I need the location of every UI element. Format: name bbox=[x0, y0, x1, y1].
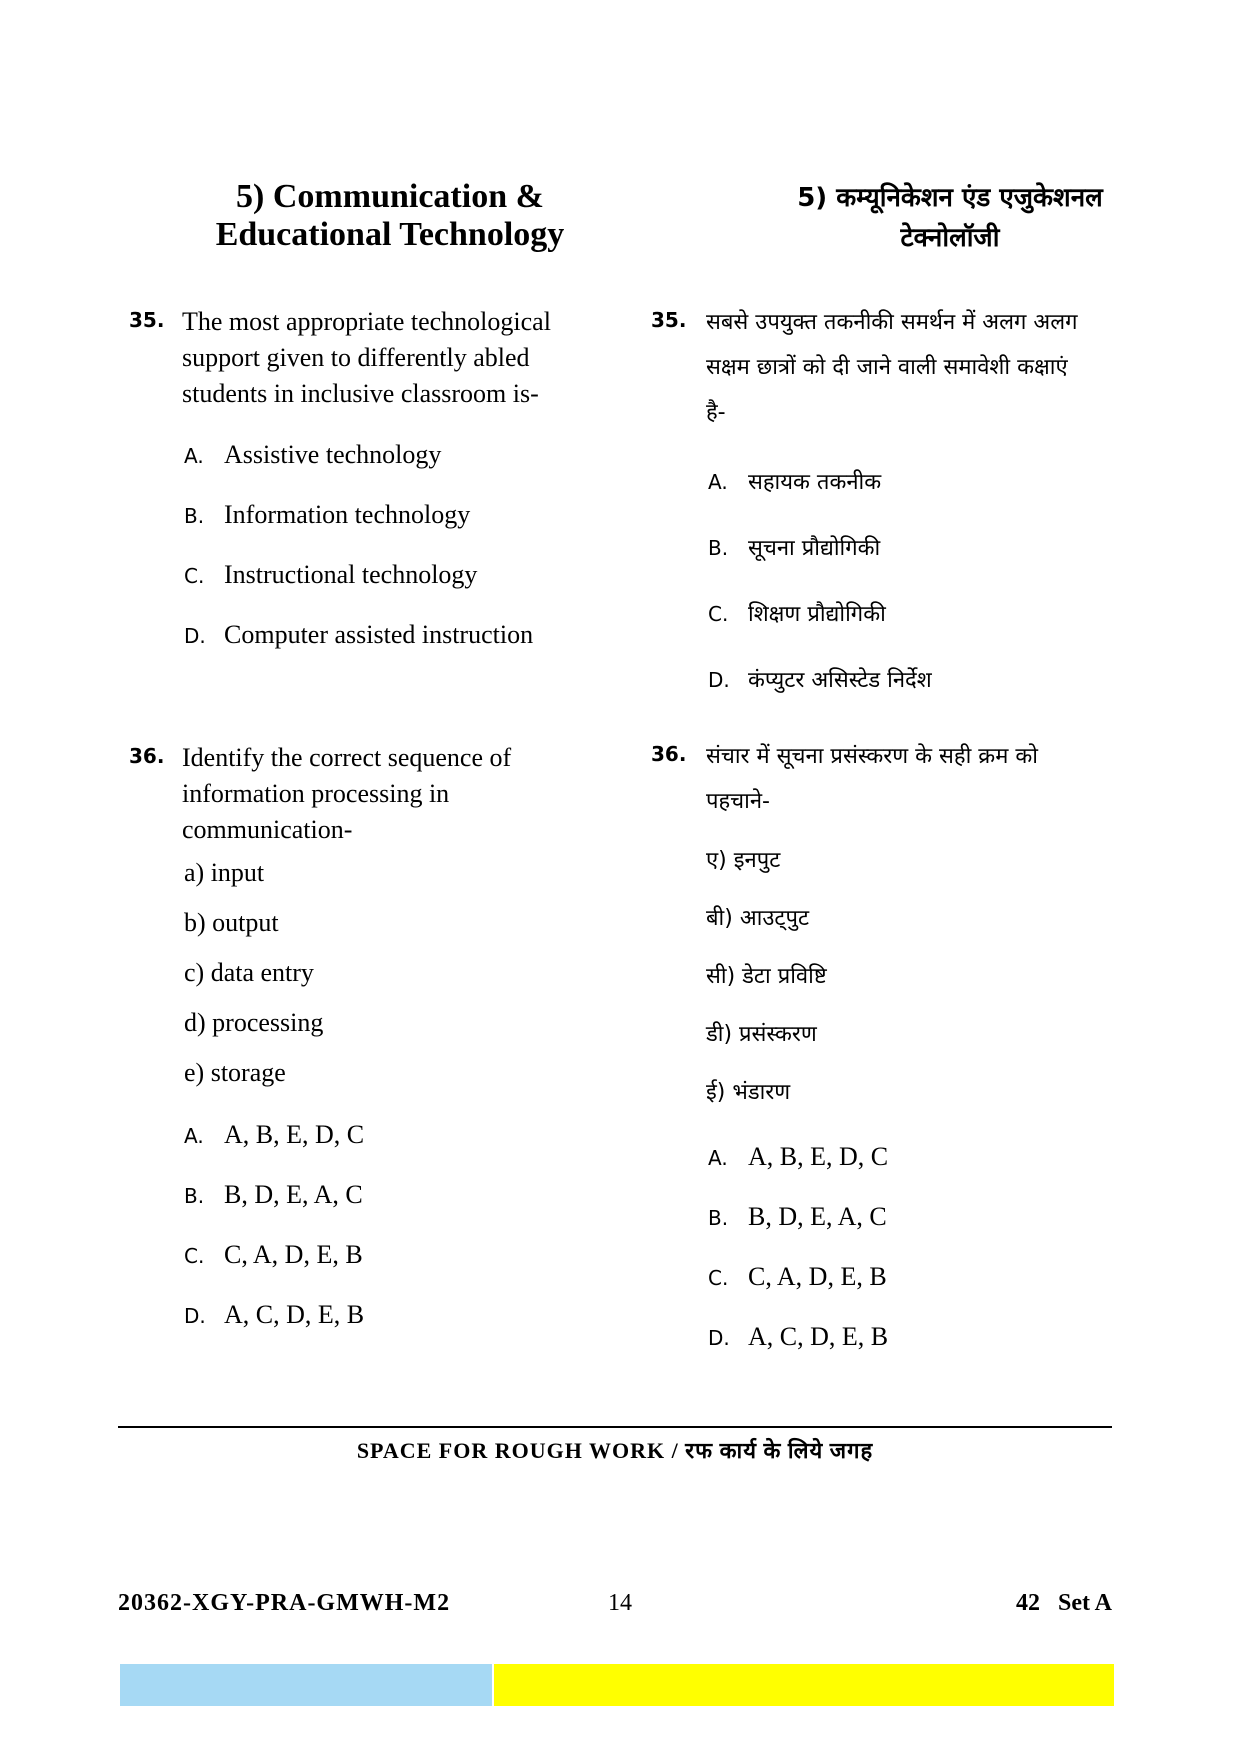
q36-text-hi bbox=[706, 734, 1038, 824]
footer-color-bar-yellow bbox=[494, 1664, 1114, 1706]
page-number: 14 bbox=[608, 1590, 632, 1616]
option-text: Instructional technology bbox=[224, 560, 478, 589]
option-letter: B. bbox=[708, 1206, 729, 1230]
q36-option-c-en[interactable] bbox=[184, 1240, 363, 1270]
option-letter: D. bbox=[708, 668, 730, 692]
option-letter: B. bbox=[708, 536, 729, 560]
option-text: C, A, D, E, B bbox=[748, 1262, 887, 1291]
q36-option-a-hi[interactable] bbox=[708, 1142, 888, 1172]
q36-item-hi: ई) भंडारण bbox=[706, 1080, 791, 1105]
option-text: सहायक तकनीक bbox=[748, 470, 882, 495]
option-letter: D. bbox=[184, 624, 206, 648]
q36-option-a-en[interactable] bbox=[184, 1120, 364, 1150]
section-title-hi bbox=[700, 178, 1200, 258]
q35-option-b-hi[interactable] bbox=[708, 532, 880, 562]
q35-option-d-en[interactable] bbox=[184, 620, 533, 650]
q36-item-en: a) input bbox=[184, 858, 265, 887]
option-text: Computer assisted instruction bbox=[224, 620, 534, 649]
q35-number-hi: 35. bbox=[651, 308, 687, 332]
q35-hi-line: सबसे उपयुक्त तकनीकी समर्थन में अलग अलग bbox=[706, 310, 1078, 335]
q36-item-en: e) storage bbox=[184, 1058, 286, 1087]
option-letter: C. bbox=[708, 1266, 729, 1290]
option-text: B, D, E, A, C bbox=[224, 1180, 363, 1209]
q35-option-a-en[interactable] bbox=[184, 440, 441, 470]
q35-hi-line: है- bbox=[706, 400, 726, 425]
q35-text-hi bbox=[706, 300, 1078, 435]
q35-option-c-hi[interactable] bbox=[708, 598, 886, 628]
q36-item-en: c) data entry bbox=[184, 958, 314, 987]
option-letter: D. bbox=[184, 1304, 206, 1328]
q35-option-c-en[interactable] bbox=[184, 560, 477, 590]
option-letter: A. bbox=[184, 1124, 204, 1148]
option-text: Assistive technology bbox=[224, 440, 442, 469]
section-title-en bbox=[140, 178, 640, 254]
option-letter: A. bbox=[708, 470, 728, 494]
q35-number-en: 35. bbox=[129, 308, 165, 332]
option-text: Information technology bbox=[224, 500, 471, 529]
option-text: B, D, E, A, C bbox=[748, 1202, 887, 1231]
q36-option-d-en[interactable] bbox=[184, 1300, 364, 1330]
q36-option-b-en[interactable] bbox=[184, 1180, 363, 1210]
set-label: 42 Set A bbox=[1016, 1590, 1112, 1616]
section-title-en-line2: Educational Technology bbox=[215, 216, 565, 253]
q35-hi-line: सक्षम छात्रों को दी जाने वाली समावेशी कक्षाएं bbox=[706, 355, 1068, 380]
section-title-hi-line1: 5) कम्यूनिकेशन एंड एजुकेशनल bbox=[797, 183, 1103, 213]
option-letter: C. bbox=[184, 564, 205, 588]
q36-hi-line: संचार में सूचना प्रसंस्करण के सही क्रम को bbox=[706, 744, 1038, 769]
q35-option-a-hi[interactable] bbox=[708, 466, 881, 496]
rough-work-divider bbox=[118, 1426, 1112, 1428]
rough-work-label: SPACE FOR ROUGH WORK / रफ कार्य के लिये जगह bbox=[356, 1438, 874, 1463]
option-text: सूचना प्रौद्योगिकी bbox=[748, 536, 881, 561]
option-letter: B. bbox=[184, 504, 205, 528]
q36-item-en: d) processing bbox=[184, 1008, 324, 1037]
option-letter: C. bbox=[708, 602, 729, 626]
option-letter: C. bbox=[184, 1244, 205, 1268]
q36-en-line: Identify the correct sequence of bbox=[182, 743, 512, 772]
option-text: कंप्युटर असिस्टेड निर्देश bbox=[748, 668, 932, 693]
section-title-hi-line2: टेक्नोलॉजी bbox=[900, 223, 1000, 253]
q36-en-line: information processing in bbox=[182, 779, 450, 808]
q36-en-line: communication- bbox=[182, 815, 353, 844]
q35-option-d-hi[interactable] bbox=[708, 664, 932, 694]
q36-number-hi: 36. bbox=[651, 742, 687, 766]
paper-code: 20362-XGY-PRA-GMWH-M2 bbox=[118, 1590, 451, 1616]
q35-en-line: The most appropriate technological bbox=[182, 307, 551, 336]
option-text: C, A, D, E, B bbox=[224, 1240, 363, 1269]
section-title-en-line1: 5) Communication & bbox=[236, 178, 544, 215]
q36-text-en bbox=[182, 740, 511, 848]
q36-item-hi: सी) डेटा प्रविष्टि bbox=[706, 964, 827, 989]
q36-item-hi: डी) प्रसंस्करण bbox=[706, 1022, 817, 1047]
option-text: A, C, D, E, B bbox=[748, 1322, 889, 1351]
q35-text-en bbox=[182, 304, 551, 412]
q36-item-en: b) output bbox=[184, 908, 279, 937]
q36-option-b-hi[interactable] bbox=[708, 1202, 887, 1232]
option-letter: B. bbox=[184, 1184, 205, 1208]
option-letter: A. bbox=[184, 444, 204, 468]
q35-en-line: support given to differently abled bbox=[182, 343, 530, 372]
q35-en-line: students in inclusive classroom is- bbox=[182, 379, 539, 408]
q36-item-hi: बी) आउट्पुट bbox=[706, 906, 810, 931]
option-letter: D. bbox=[708, 1326, 730, 1350]
q35-option-b-en[interactable] bbox=[184, 500, 470, 530]
q36-option-d-hi[interactable] bbox=[708, 1322, 888, 1352]
option-letter: A. bbox=[708, 1146, 728, 1170]
option-text: A, B, E, D, C bbox=[748, 1142, 889, 1171]
option-text: A, B, E, D, C bbox=[224, 1120, 365, 1149]
footer-color-bar-blue bbox=[120, 1664, 492, 1706]
q36-number-en: 36. bbox=[129, 744, 165, 768]
option-text: शिक्षण प्रौद्योगिकी bbox=[748, 602, 886, 627]
q36-hi-line: पहचाने- bbox=[706, 789, 770, 814]
q36-item-hi: ए) इनपुट bbox=[706, 848, 781, 873]
option-text: A, C, D, E, B bbox=[224, 1300, 365, 1329]
q36-option-c-hi[interactable] bbox=[708, 1262, 887, 1292]
